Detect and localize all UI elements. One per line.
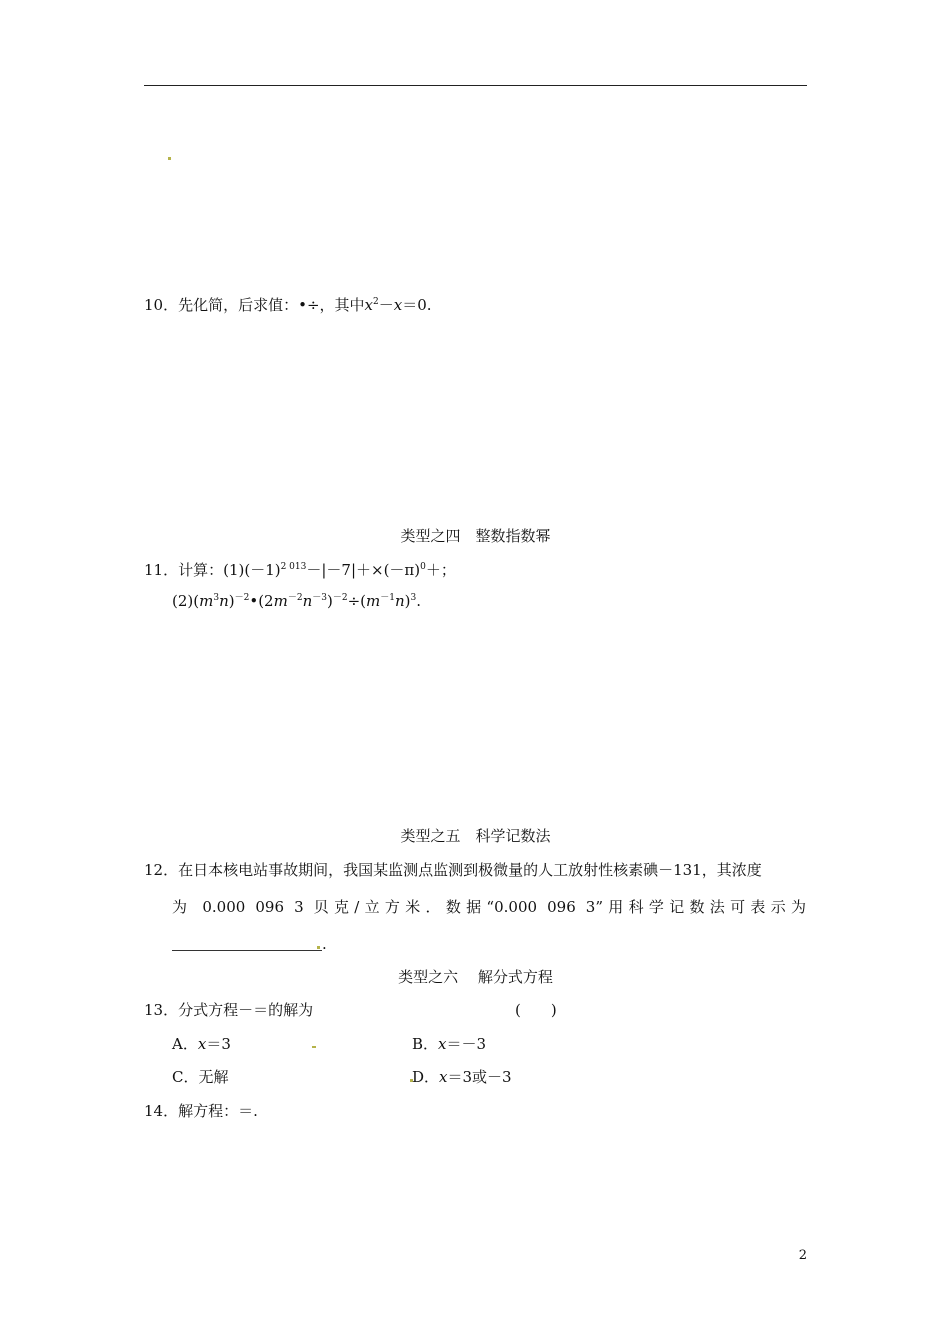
question-number: 13． <box>144 1001 179 1019</box>
stray-mark <box>317 946 320 949</box>
question-10: 10．先化简，后求值：•÷，其中$x^2-x=0$. <box>144 296 432 314</box>
answer-blank[interactable] <box>172 936 322 951</box>
answer-blank-line: . <box>172 934 327 954</box>
section-heading-5: 类型之五 科学记数法 <box>400 827 551 845</box>
question-11-part-1: 11．计算：$(1)(-1)^{2 013}-|-7|+\times(-\pi)^0+$； <box>144 561 456 579</box>
option-a[interactable]: A．x＝3 <box>172 1035 231 1053</box>
question-text: 先化简，后求值：•÷，其中 <box>178 296 365 314</box>
question-13: 13．分式方程－＝的解为 <box>144 1001 314 1019</box>
question-number: 14． <box>144 1102 179 1120</box>
question-14: 14．解方程：＝. <box>144 1102 258 1120</box>
question-12-line-1: 12．在日本核电站事故期间，我国某监测点监测到极微量的人工放射性核素碘－131，其浓度 <box>144 861 762 879</box>
answer-parentheses: ( ) <box>515 1001 557 1019</box>
header-rule <box>144 85 807 86</box>
question-11-part-2: $(2)(m^3n)^{-2}•(2m^{-2}n^{-3})^{-2}\div(m^{-1}n)^3$. <box>172 592 421 610</box>
option-d[interactable]: D．x＝3或－3 <box>412 1068 512 1086</box>
question-number: 10． <box>144 296 179 314</box>
question-number: 11． <box>144 561 179 579</box>
stray-mark <box>168 157 171 160</box>
option-b[interactable]: B．x＝－3 <box>412 1035 487 1053</box>
section-heading-6: 类型之六 解分式方程 <box>398 968 553 986</box>
question-number: 12． <box>144 861 179 879</box>
page-number: 2 <box>798 1248 807 1263</box>
section-heading-4: 类型之四 整数指数幂 <box>400 527 551 545</box>
stray-mark <box>312 1046 316 1048</box>
question-12-line-2: 为 0.000 096 3 贝克/立方米．数据“0.000 096 3”用科学记数法可表示为 <box>172 898 806 916</box>
option-c[interactable]: C．无解 <box>172 1068 229 1086</box>
